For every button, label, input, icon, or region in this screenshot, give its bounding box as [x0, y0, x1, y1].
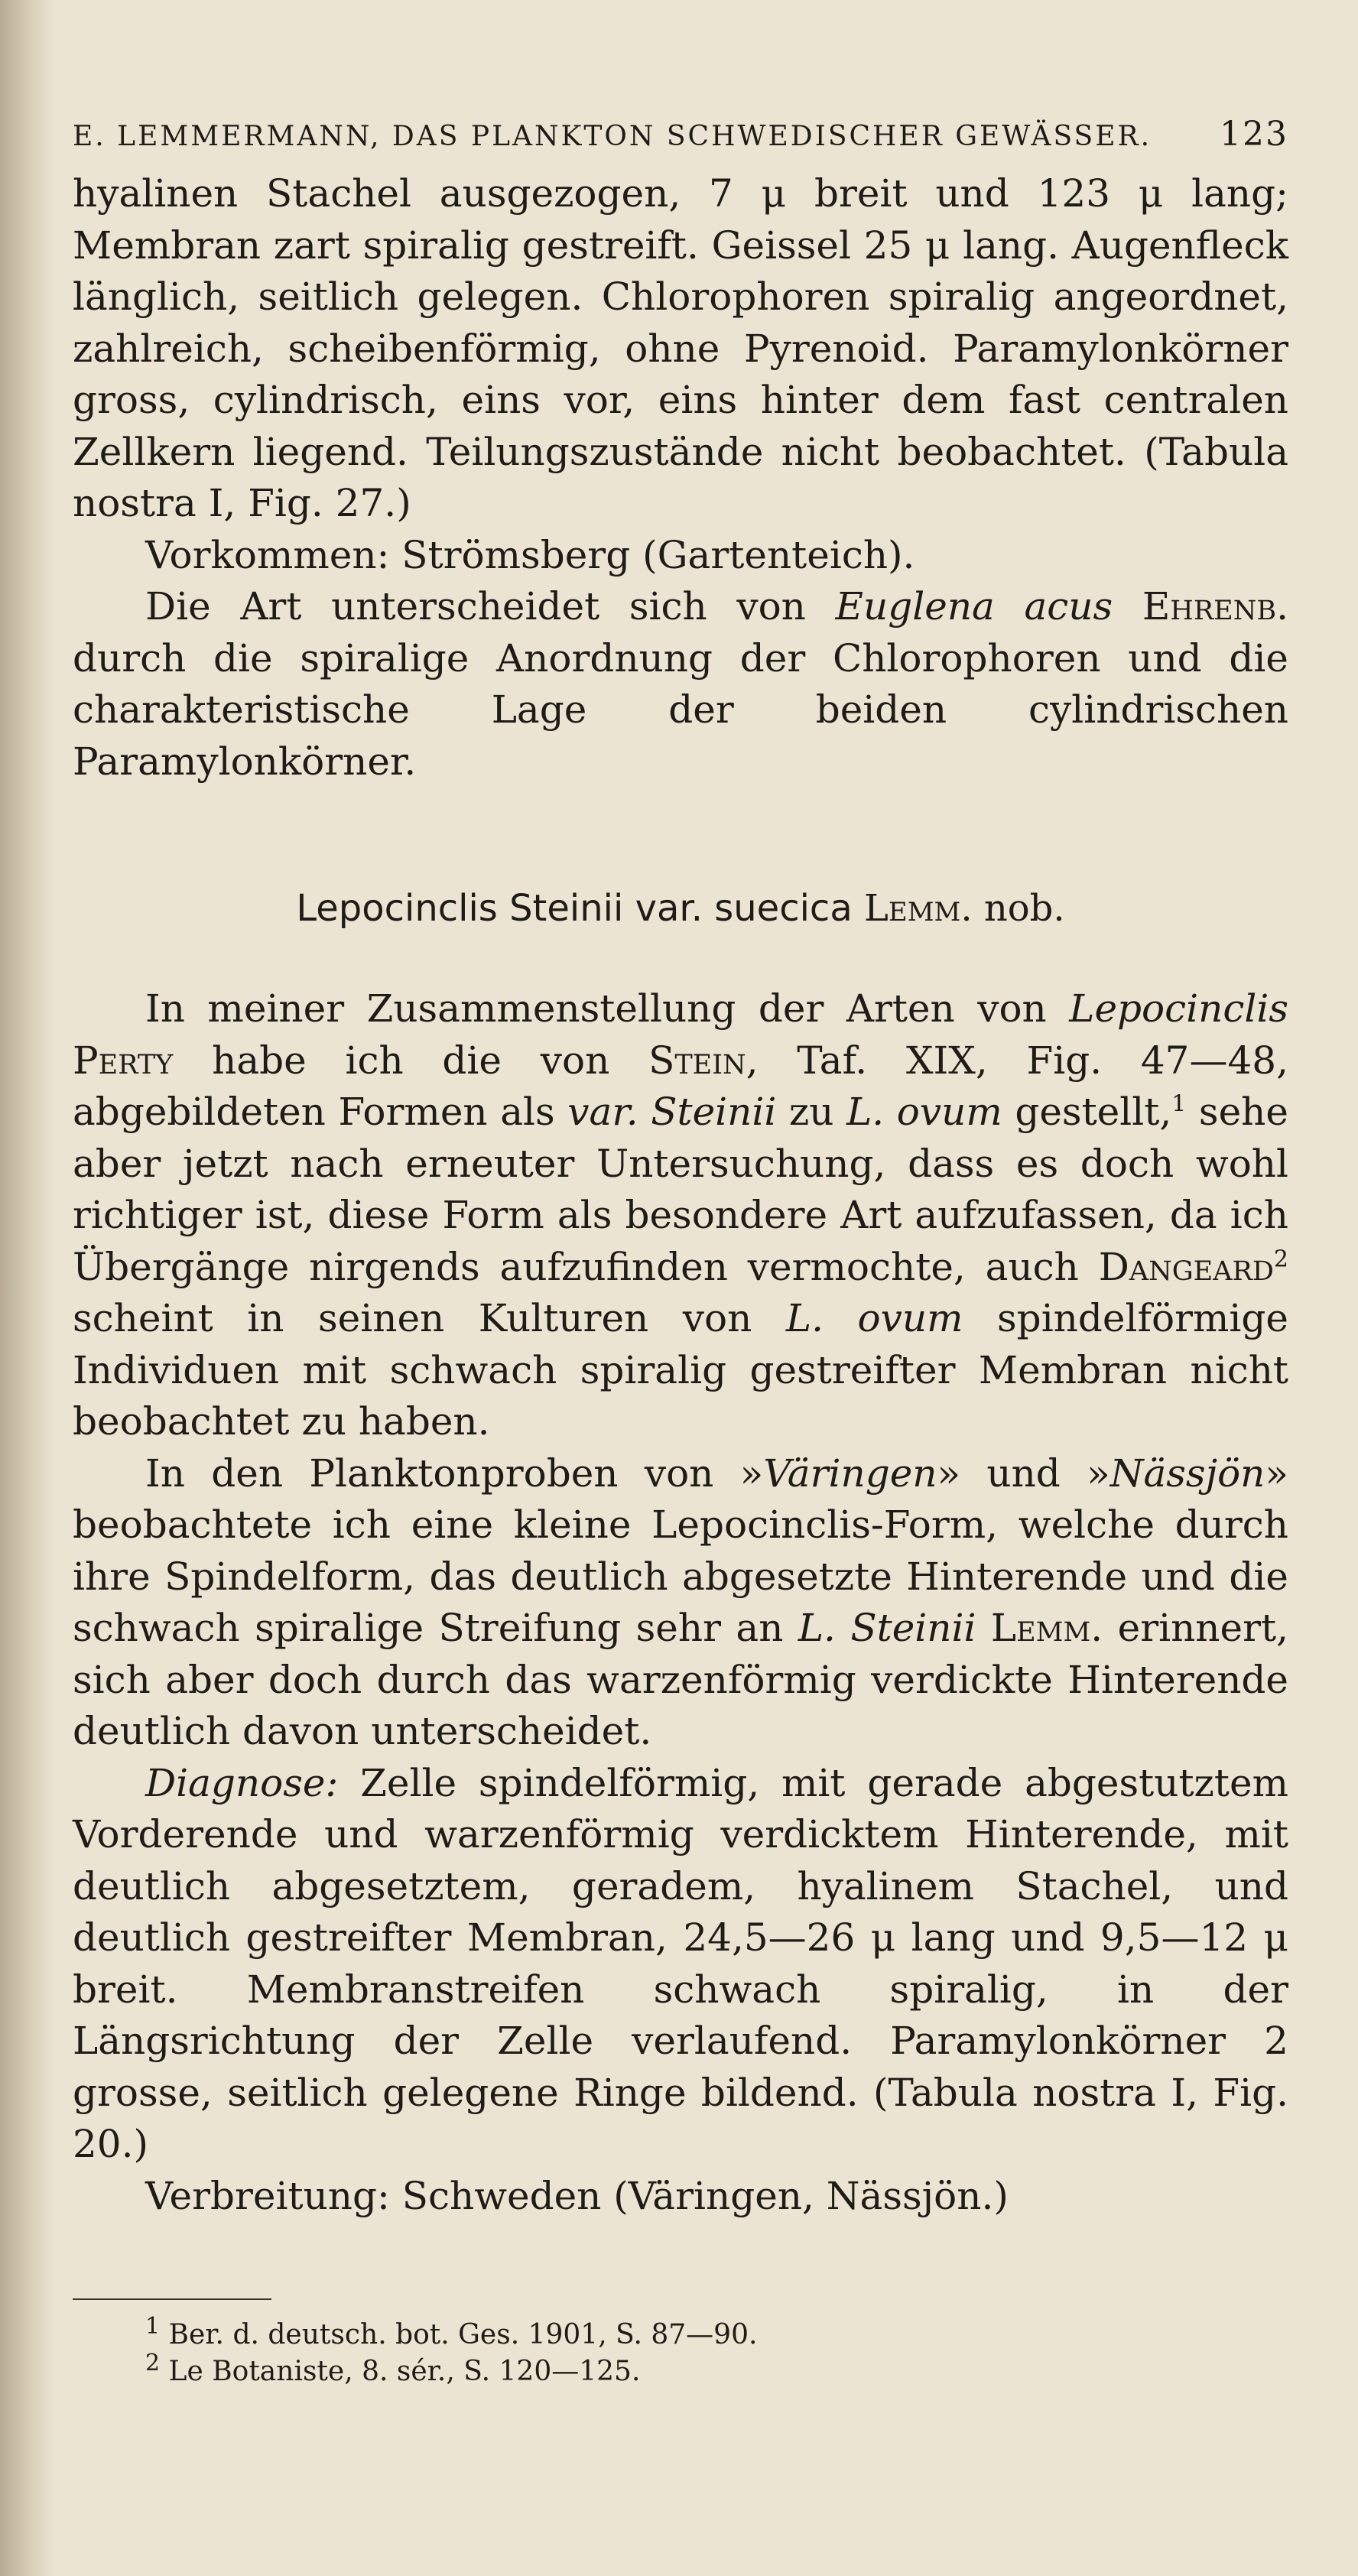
book-spine-shadow [0, 0, 54, 2576]
paragraph-comparison: Die Art unterscheidet sich von Euglena acus Ehrenb. durch die spiralige Anordnung der Chlorophoren und die charakteristische Lage der beiden cylindrischen Paramylonkörner. [73, 584, 1288, 784]
taxon-name: Euglena acus [835, 584, 1113, 629]
heading-taxon: Lepocinclis Steinii var. suecica [296, 887, 853, 930]
paragraph-diagnosis: Diagnose: Zelle spindelförmig, mit gerade abgestutztem Vorderende und warzenförmig verdicktem Hinterende, mit deutlich abgesetztem, geradem, hyalinem Stachel, und deutlich gestreifter Membran, 24,5—26 μ lang und 9,5—12 μ breit. Membranstreifen schwach spiralig, in der Längsrichtung der Zelle verlaufend. Paramylonkörner 2 grosse, seitlich gelegene Ringe bildend. (Tabula nostra I, Fig. 20.) [73, 1760, 1288, 2166]
author-name: Ehrenb. [1142, 584, 1288, 629]
paragraph-observation: In den Planktonproben von »Väringen» und »Nässjön» beobachtete ich eine kleine Lepocinclis-Form, welche durch ihre Spindelform, das deutlich abgesetzte Hinterende und die schwach spiralige Streifung sehr an L. Steinii Lemm. erinnert, sich aber doch durch das warzenförmig verdickte Hinterende deutlich davon unterscheidet. [73, 1450, 1288, 1753]
footnote-ref-2: 2 [1273, 1245, 1288, 1272]
running-head [73, 115, 1288, 168]
paragraph-description-end: hyalinen Stachel ausgezogen, 7 μ breit und 123 μ lang; Membran zart spiralig gestreift. Geissel 25 μ lang. Augenfleck länglich, seitlich gelegen. Chlorophoren spiralig angeordnet, zahlreich, scheibenförmig, ohne Pyrenoid. Paramylonkörner gross, cylindrisch, eins vor, eins hinter dem fast centralen Zellkern liegend. Teilungszustände nicht beobachtet. (Tabula nostra I, Fig. 27.) [73, 171, 1288, 525]
paragraph-occurrence: Vorkommen: Strömsberg (Gartenteich). [145, 532, 915, 577]
page [73, 115, 1288, 2390]
heading-nob: nob. [983, 887, 1065, 930]
paragraph-intro: In meiner Zusammenstellung der Arten von Lepocinclis Perty habe ich die von Stein, Taf. XIX, Fig. 47—48, abgebildeten Formen als var. Steinii zu L. ovum gestellt,$^1$ sehe aber jetzt nach erneuter Untersuchung, dass es doch wohl richtiger ist, diese Form als besondere Art aufzufassen, da ich Übergänge nirgends aufzufinden vermochte, auch Dangeard$^2$ scheint in seinen Kulturen von L. ovum spindelförmige Individuen mit schwach spiralig gestreifter Membran nicht beobachtet zu haben. [73, 986, 1288, 1444]
footnote-ref-1: 1 [1171, 1090, 1187, 1118]
diagnosis-label: Diagnose: [145, 1760, 339, 1805]
running-head-title: E. LEMMERMANN, DAS PLANKTON SCHWEDISCHER GEWÄSSER. [73, 121, 1152, 152]
footnote-1: $^1$ Ber. d. deutsch. bot. Ges. 1901, S. 87—90. [145, 2313, 758, 2350]
page-number: 123 [1220, 115, 1288, 154]
section-heading [73, 885, 1288, 931]
footnote-rule [73, 2298, 271, 2300]
footnote-2: $^2$ Le Botaniste, 8. sér., S. 120—125. [145, 2350, 641, 2387]
paragraph-distribution: Verbreitung: Schweden (Väringen, Nässjön.) [145, 2173, 1009, 2218]
heading-author: Lemm. [864, 887, 973, 930]
